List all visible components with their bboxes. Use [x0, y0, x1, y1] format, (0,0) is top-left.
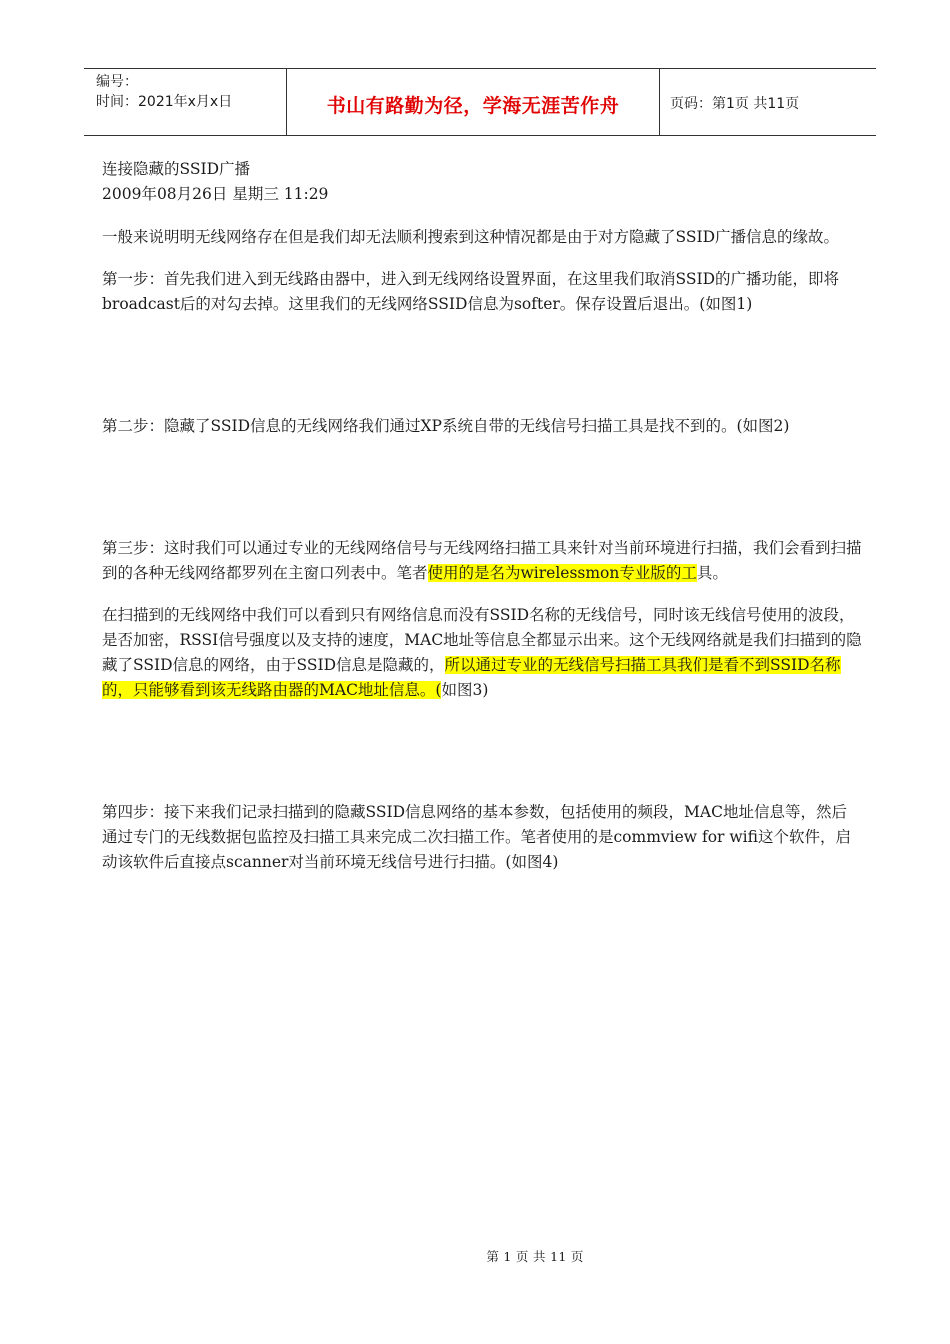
header-motto: 书山有路勤为径，学海无涯苦作舟 [287, 69, 660, 135]
article-title: 连接隐藏的SSID广播 [102, 160, 251, 178]
header-table [84, 68, 876, 136]
document-time-label: 时间：2021年x月x日 [96, 94, 233, 110]
step3-text-a: 第三步：这时我们可以通过专业的无线网络信号与无线网络扫描工具来针对当前环境进行扫描，我们会看到扫描到的各种无线网络都罗列在主窗口列表中。笔者 [102, 539, 862, 582]
step2-paragraph: 第二步：隐藏了SSID信息的无线网络我们通过XP系统自带的无线信号扫描工具是找不到的。(如图2) [102, 417, 790, 435]
intro-paragraph: 一般来说明明无线网络存在但是我们却无法顺利搜索到这种情况都是由于对方隐藏了SSID广播信息的缘故。 [102, 228, 840, 246]
article-date: 2009年08月26日 星期三 11:29 [102, 185, 329, 203]
step3-paragraph [102, 536, 862, 586]
step3-highlight: 使用的是名为wirelessmon专业版的工 [427, 564, 697, 582]
step1-paragraph: 第一步：首先我们进入到无线路由器中，进入到无线网络设置界面，在这里我们取消SSID的广播功能，即将broadcast后的对勾去掉。这里我们的无线网络SSID信息为softer。保存设置后退出。(如图1) [102, 270, 840, 313]
step3-text-b: 具。 [696, 564, 728, 582]
header-meta-cell [84, 69, 287, 135]
scan-result-paragraph [102, 603, 862, 703]
footer-page-number: 第 1 页 共 11 页 [486, 1249, 584, 1264]
scan-text-b: 如图3) [441, 681, 489, 699]
article-body [102, 157, 862, 875]
scan-text-a: 在扫描到的无线网络中我们可以看到只有网络信息而没有SSID名称的无线信号，同时该无线信号使用的波段，是否加密，RSSI信号强度以及支持的速度，MAC地址等信息全都显示出来。这个无线网络就是我们扫描到的隐藏了SSID信息的网络，由于SSID信息是隐藏的， [102, 606, 862, 674]
header-page-info: 页码：第1页 共11页 [670, 96, 800, 112]
step4-paragraph: 第四步：接下来我们记录扫描到的隐藏SSID信息网络的基本参数，包括使用的频段，MAC地址信息等，然后通过专门的无线数据包监控及扫描工具来完成二次扫描工作。笔者使用的是commview for wifi这个软件，启动该软件后直接点scanner对当前环境无线信号进行扫描。(如图4) [102, 803, 851, 871]
scan-highlight: 所以通过专业的无线信号扫描工具我们是看不到SSID名称的，只能够看到该无线路由器的MAC地址信息。( [102, 656, 841, 699]
document-number-label: 编号： [96, 74, 138, 90]
page-footer [0, 1247, 950, 1265]
